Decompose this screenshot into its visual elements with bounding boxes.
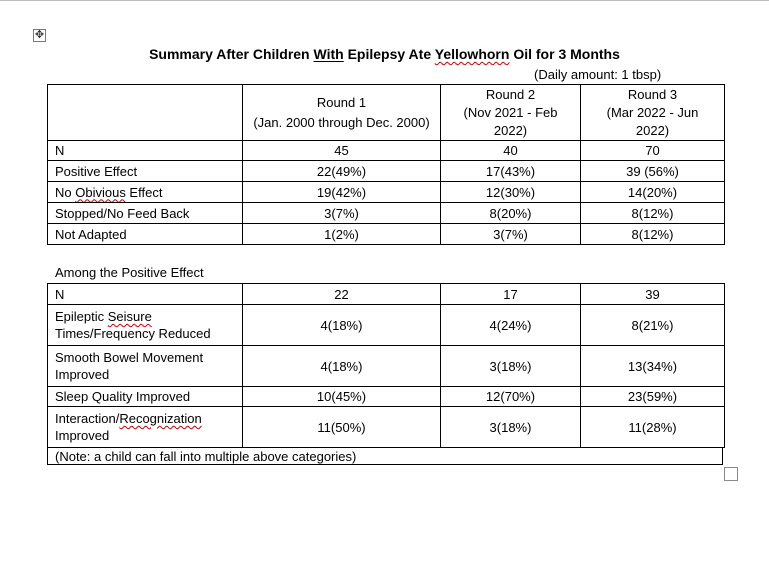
title-part1: Summary After Children [149, 46, 314, 62]
table-cell: 19(42%) [243, 182, 441, 203]
table-cell: 12(30%) [441, 182, 581, 203]
table-cell: 23(59%) [581, 387, 725, 407]
header-round-2-text: Round 2 (Nov 2021 - Feb 2022) [463, 86, 558, 138]
table-row [48, 387, 725, 407]
header-round-3-text: Round 3 (Mar 2022 - Jun 2022) [606, 86, 699, 138]
row-label: N [48, 141, 243, 161]
summary-table [47, 84, 725, 245]
section-caption: Among the Positive Effect [55, 265, 204, 280]
table-row [48, 407, 725, 448]
table-cell: 39 (56%) [581, 161, 725, 182]
header-round-1 [243, 85, 441, 141]
table-row [48, 224, 725, 245]
page-title [0, 46, 769, 62]
row-label-part: No [55, 184, 76, 200]
table-cell: 14(20%) [581, 182, 725, 203]
table-cell: 12(70%) [441, 387, 581, 407]
table-cell: 70 [581, 141, 725, 161]
row-label-part: Interaction/ [55, 411, 120, 426]
table-move-handle-icon[interactable]: ✥ [34, 29, 45, 41]
resize-handle-icon[interactable] [724, 467, 738, 481]
table-row [48, 141, 725, 161]
table-cell: 3(7%) [243, 203, 441, 224]
table-cell: 10(45%) [243, 387, 441, 407]
table-cell: 40 [441, 141, 581, 161]
table-row [48, 305, 725, 346]
table-cell: 8(12%) [581, 224, 725, 245]
subtitle: (Daily amount: 1 tbsp) [534, 67, 662, 82]
table-cell: 11(50%) [243, 407, 441, 448]
row-label: Sleep Quality Improved [48, 387, 243, 407]
row-label-part: Improved [55, 428, 110, 443]
row-label-part: Obivious [75, 184, 126, 200]
table-cell: 3(7%) [441, 224, 581, 245]
row-label: Positive Effect [48, 161, 243, 182]
table-cell: 13(34%) [581, 346, 725, 387]
row-label: Not Adapted [48, 224, 243, 245]
table-cell: 4(18%) [243, 346, 441, 387]
row-label: Smooth Bowel Movement Improved [48, 346, 243, 387]
header-round-3 [581, 85, 725, 141]
table-cell: 3(18%) [441, 346, 581, 387]
row-label: Stopped/No Feed Back [48, 203, 243, 224]
table-cell: 8(12%) [581, 203, 725, 224]
table-cell: 22 [243, 284, 441, 305]
title-part3: Oil for 3 Months [509, 46, 620, 62]
row-label: N [48, 284, 243, 305]
positive-effect-table [47, 283, 725, 448]
row-label [48, 182, 243, 203]
table-row [48, 346, 725, 387]
table-header-row [48, 85, 725, 141]
table-cell: 1(2%) [243, 224, 441, 245]
table-row [48, 203, 725, 224]
row-label [48, 305, 243, 346]
row-label [48, 407, 243, 448]
title-part2: Epilepsy Ate [343, 46, 435, 62]
table-cell: 4(18%) [243, 305, 441, 346]
table-cell: 8(21%) [581, 305, 725, 346]
table-row [48, 182, 725, 203]
table-cell: 22(49%) [243, 161, 441, 182]
table-row [48, 284, 725, 305]
header-round-1-text: Round 1 (Jan. 2000 through Dec. 2000) [253, 94, 430, 130]
title-yellowhorn: Yellowhorn [434, 46, 510, 62]
row-label-part: Seisure [107, 309, 152, 324]
title-with: With [313, 46, 344, 62]
row-label-part: Recognization [119, 411, 202, 426]
row-label-part: Times/Frequency Reduced [55, 326, 211, 341]
table-cell: 17(43%) [441, 161, 581, 182]
header-cell-empty [48, 85, 243, 141]
table-cell: 8(20%) [441, 203, 581, 224]
table-note: (Note: a child can fall into multiple above categories) [47, 447, 723, 465]
row-label-part: Epileptic [55, 309, 108, 324]
table-cell: 39 [581, 284, 725, 305]
row-label-part: Effect [125, 184, 163, 200]
table-cell: 4(24%) [441, 305, 581, 346]
header-round-2 [441, 85, 581, 141]
table-row [48, 161, 725, 182]
table-cell: 11(28%) [581, 407, 725, 448]
page-frame-line [0, 0, 769, 1]
table-cell: 3(18%) [441, 407, 581, 448]
table-cell: 17 [441, 284, 581, 305]
table-cell: 45 [243, 141, 441, 161]
